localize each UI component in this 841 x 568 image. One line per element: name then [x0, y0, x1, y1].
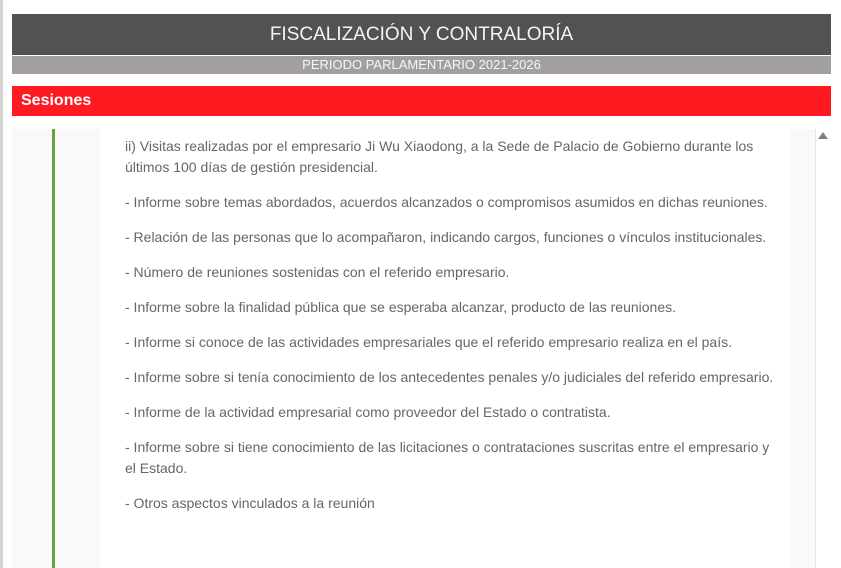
paragraph: - Relación de las personas que lo acompañaron, indicando cargos, funciones o vínculos institucionales. [125, 229, 767, 245]
timeline-line [52, 129, 55, 568]
page-edge [0, 0, 3, 568]
paragraph: - Otros aspectos vinculados a la reunión [125, 495, 375, 511]
scroll-up-arrow-icon[interactable] [818, 132, 828, 139]
paragraph: - Informe sobre temas abordados, acuerdos alcanzados o compromisos asumidos en dichas reuniones. [125, 194, 768, 210]
paragraph: ii) Visitas realizadas por el empresario Ji Wu Xiaodong, a la Sede de Palacio de Gobierno durante los últimos 100 días de gestión presidencial. [125, 138, 754, 175]
session-text [125, 136, 775, 528]
page-subtitle: PERIODO PARLAMENTARIO 2021-2026 [12, 56, 831, 74]
page-title: FISCALIZACIÓN Y CONTRALORÍA [12, 14, 831, 55]
paragraph: - Informe sobre si tenía conocimiento de los antecedentes penales y/o judiciales del referido empresario. [125, 369, 774, 385]
paragraph: - Informe sobre si tiene conocimiento de las licitaciones o contrataciones suscritas entre el empresario y el Estado. [125, 439, 770, 476]
scrollbar[interactable] [791, 129, 816, 568]
paragraph: - Informe sobre la finalidad pública que se esperaba alcanzar, producto de las reuniones. [125, 299, 677, 315]
section-header-sesiones[interactable]: Sesiones [12, 86, 831, 116]
paragraph: - Informe de la actividad empresarial como proveedor del Estado o contratista. [125, 404, 611, 420]
paragraph: - Informe si conoce de las actividades empresariales que el referido empresario realiza en el país. [125, 334, 732, 350]
paragraph: - Número de reuniones sostenidas con el referido empresario. [125, 264, 510, 280]
